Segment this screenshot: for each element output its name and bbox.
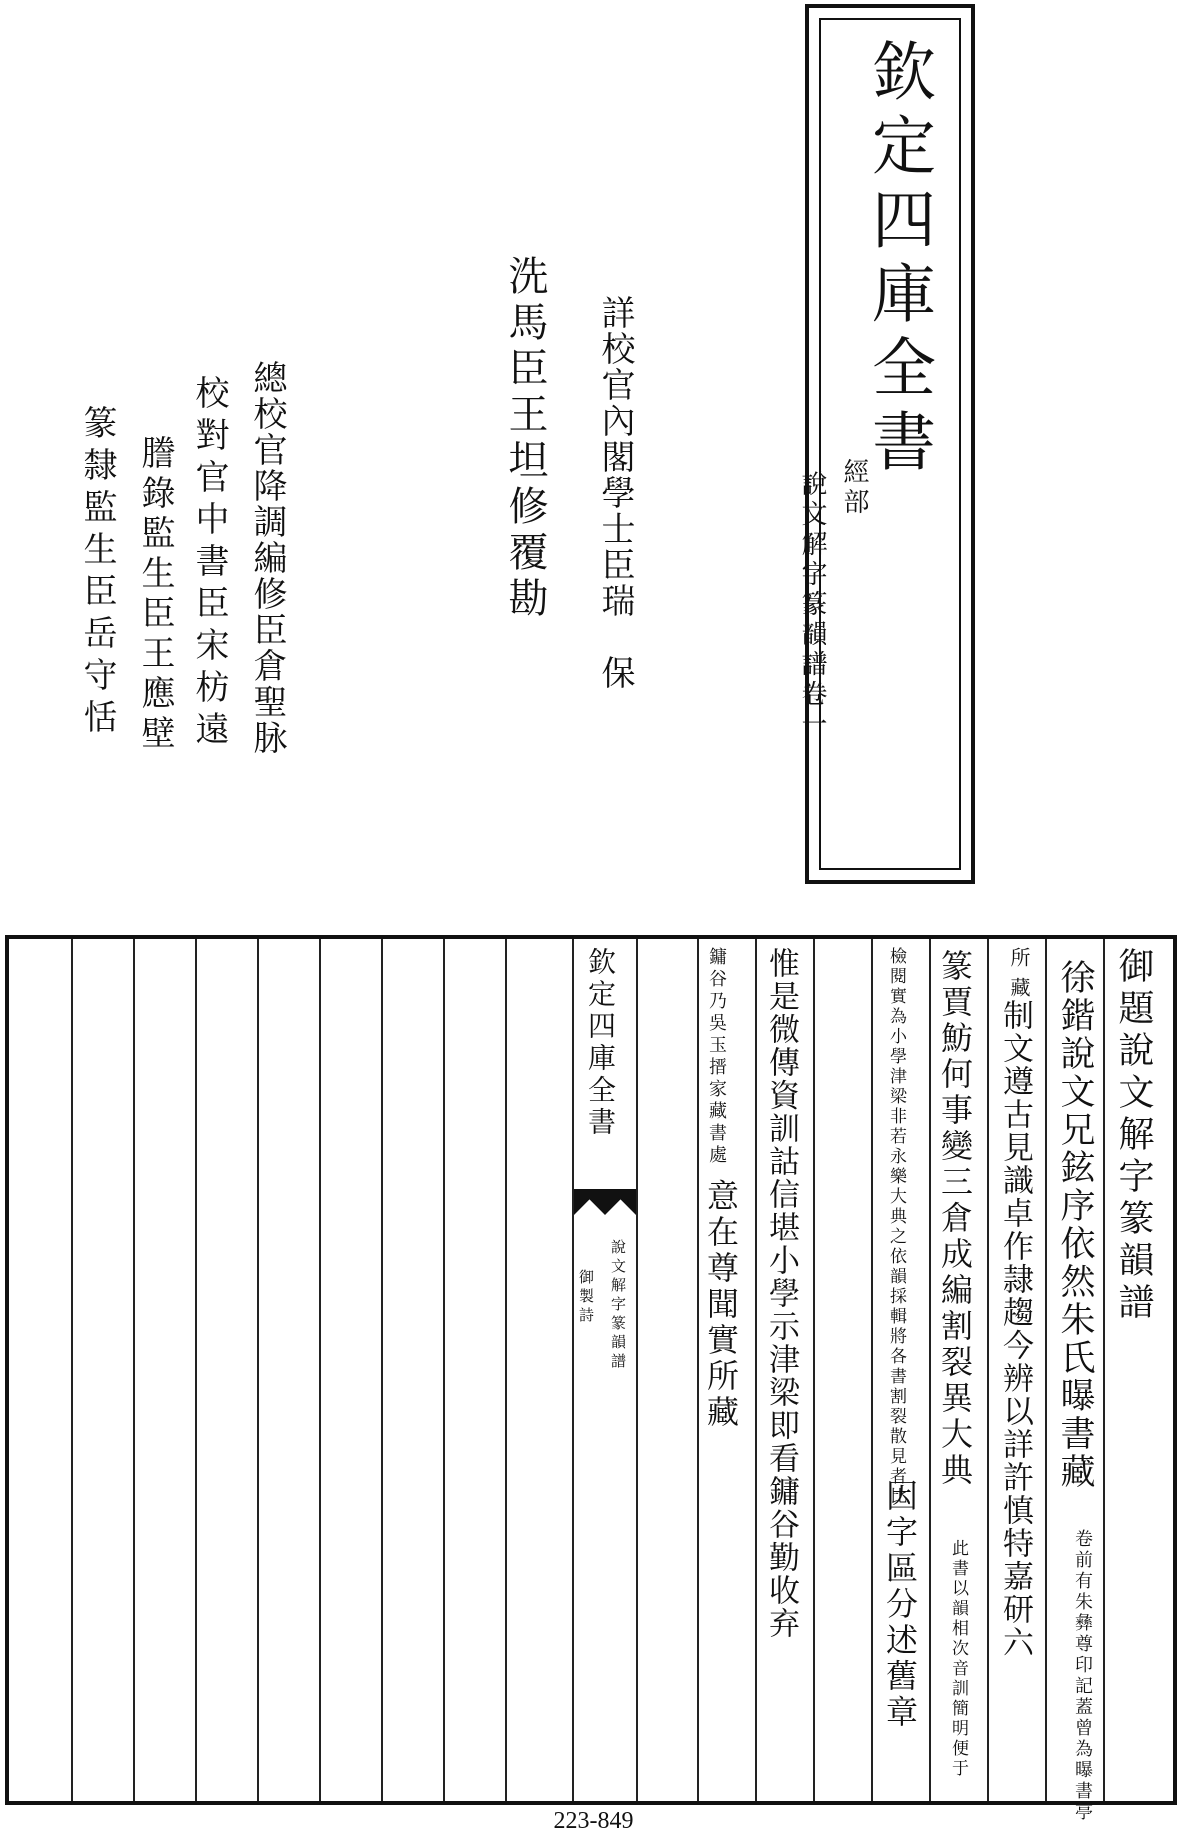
center-fold-banxin — [572, 939, 638, 1801]
poem-line-5: 惟是微傳資訓詁信堪小學示津梁即看鏞谷勤收弃 — [763, 947, 799, 1640]
poem-line-6: 意在尊聞實所藏 — [702, 1179, 740, 1431]
fish-tail-mark — [574, 1189, 636, 1215]
poem-note-6: 鏞谷乃吳玉搢家藏書處 — [706, 947, 727, 1167]
banxin-book-title: 說文解字篆韻譜 — [609, 1239, 627, 1372]
book-volume-label: 說文解字篆韻譜卷一 — [797, 470, 827, 740]
collator-1: 總校官降調編修臣倉聖脉 — [247, 360, 287, 756]
series-title: 欽定四庫全書 — [861, 38, 935, 482]
poem-note-1: 卷前有朱彝尊印記蓋曾為曝書亭 — [1072, 1529, 1093, 1823]
collator-2: 校對官中書臣宋枋遠 — [189, 375, 229, 753]
poem-line-2: 制文遵古見識卓作隷趨今辨以詳許慎特嘉研六 — [997, 999, 1033, 1659]
column-rule — [929, 939, 931, 1801]
column-rule — [505, 939, 507, 1801]
column-rule — [195, 939, 197, 1801]
column-rule — [443, 939, 445, 1801]
title-frame — [797, 4, 975, 884]
column-rule — [257, 939, 259, 1801]
column-rule — [133, 939, 135, 1801]
poem-line-4: 因字區分述舊章 — [881, 1479, 919, 1731]
banxin-title: 欽定四庫全書 — [584, 947, 617, 1139]
column-rule — [381, 939, 383, 1801]
proofreader-1: 詳校官內閣學士臣瑞 保 — [595, 295, 635, 691]
section-label: 經部 — [839, 458, 869, 518]
column-rule — [697, 939, 699, 1801]
banxin-subtitle: 御製詩 — [577, 1269, 595, 1326]
column-rule — [319, 939, 321, 1801]
column-rule — [871, 939, 873, 1801]
column-rule — [1103, 939, 1105, 1801]
title-inner-border — [797, 18, 961, 870]
column-rule — [71, 939, 73, 1801]
column-rule — [755, 939, 757, 1801]
collator-3: 謄錄監生臣王應壁 — [135, 435, 175, 755]
poem-line-3: 篆賈魴何事變三倉成編割裂異大典 — [936, 949, 974, 1489]
column-rule — [1045, 939, 1047, 1801]
proofreader-2: 洗馬臣王坦修覆勘 — [502, 255, 548, 623]
poem-line-1: 徐鍇說文兄鉉序依然朱氏曝書藏 — [1055, 959, 1095, 1491]
column-rule — [813, 939, 815, 1801]
poem-note-2: 所藏 — [1007, 947, 1031, 1007]
poem-note-3: 此書以韻相次音訓簡明便于 — [948, 1539, 968, 1779]
column-rule — [987, 939, 989, 1801]
poem-title: 御題說文解字篆韻譜 — [1113, 947, 1154, 1325]
poem-note-4: 檢閱實為小學津梁非若永樂大典之依韻採輯將各書割裂散見者比 — [886, 947, 906, 1507]
page-number: 223-849 — [553, 1808, 634, 1834]
collator-4: 篆隸監生臣岳守恬 — [77, 405, 117, 741]
